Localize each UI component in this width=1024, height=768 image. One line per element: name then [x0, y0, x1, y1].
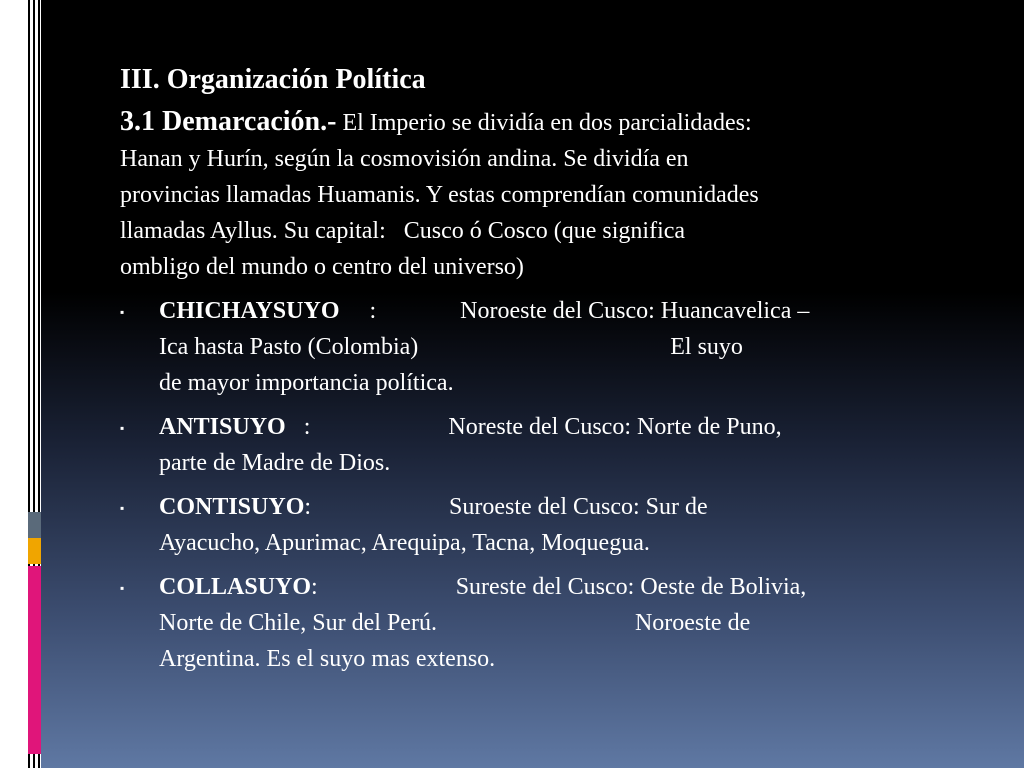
- suyo-desc-line: Ica hasta Pasto (Colombia) El suyo: [159, 334, 743, 360]
- suyo-desc-line: : Sureste del Cusco: Oeste de Bolivia,: [311, 574, 807, 600]
- bullet-item-contisuyo: [120, 489, 960, 561]
- intro-line: provincias llamadas Huamanis. Y estas comprendían comunidades: [120, 182, 759, 208]
- suyo-desc-line: parte de Madre de Dios.: [159, 450, 391, 476]
- suyo-desc-line: Ayacucho, Apurimac, Arequipa, Tacna, Moquegua.: [159, 530, 650, 556]
- bullet-square-icon: ▪: [120, 305, 125, 319]
- bullet-square-icon: ▪: [120, 501, 125, 515]
- slide-title: III. Organización Política: [120, 64, 426, 95]
- bullet-square-icon: ▪: [120, 581, 125, 595]
- bullet-item-chichaysuyo: [120, 293, 960, 401]
- intro-line: ombligo del mundo o centro del universo): [120, 254, 524, 280]
- slide-content: [120, 62, 960, 677]
- suyo-desc-line: : Noroeste del Cusco: Huancavelica –: [339, 298, 810, 324]
- suyo-name: CONTISUYO: [159, 494, 305, 520]
- suyo-name: COLLASUYO: [159, 574, 312, 600]
- accent-pink-block: [28, 566, 41, 754]
- bullet-item-antisuyo: [120, 409, 960, 481]
- accent-orange-block: [28, 538, 41, 564]
- intro-line: llamadas Ayllus. Su capital: Cusco ó Cosco (que significa: [120, 218, 686, 244]
- bullet-square-icon: ▪: [120, 421, 125, 435]
- intro-lead: 3.1 Demarcación.-: [120, 106, 337, 137]
- suyo-desc-line: Argentina. Es el suyo mas extenso.: [159, 646, 496, 672]
- suyo-desc-line: de mayor importancia política.: [159, 370, 454, 396]
- intro-line: Hanan y Hurín, según la cosmovisión andina. Se dividía en: [120, 146, 689, 172]
- bullet-item-collasuyo: [120, 569, 960, 677]
- suyo-name: ANTISUYO: [159, 414, 286, 440]
- suyo-desc-line: Norte de Chile, Sur del Perú. Noroeste de: [159, 610, 751, 636]
- suyo-desc-line: : Suroeste del Cusco: Sur de: [304, 494, 708, 520]
- intro-paragraph: [120, 104, 960, 285]
- intro-line: El Imperio se dividía en dos parcialidades:: [336, 110, 752, 136]
- suyo-desc-line: : Noreste del Cusco: Norte de Puno,: [285, 414, 782, 440]
- suyo-name: CHICHAYSUYO: [159, 298, 340, 324]
- accent-gray-block: [28, 512, 41, 538]
